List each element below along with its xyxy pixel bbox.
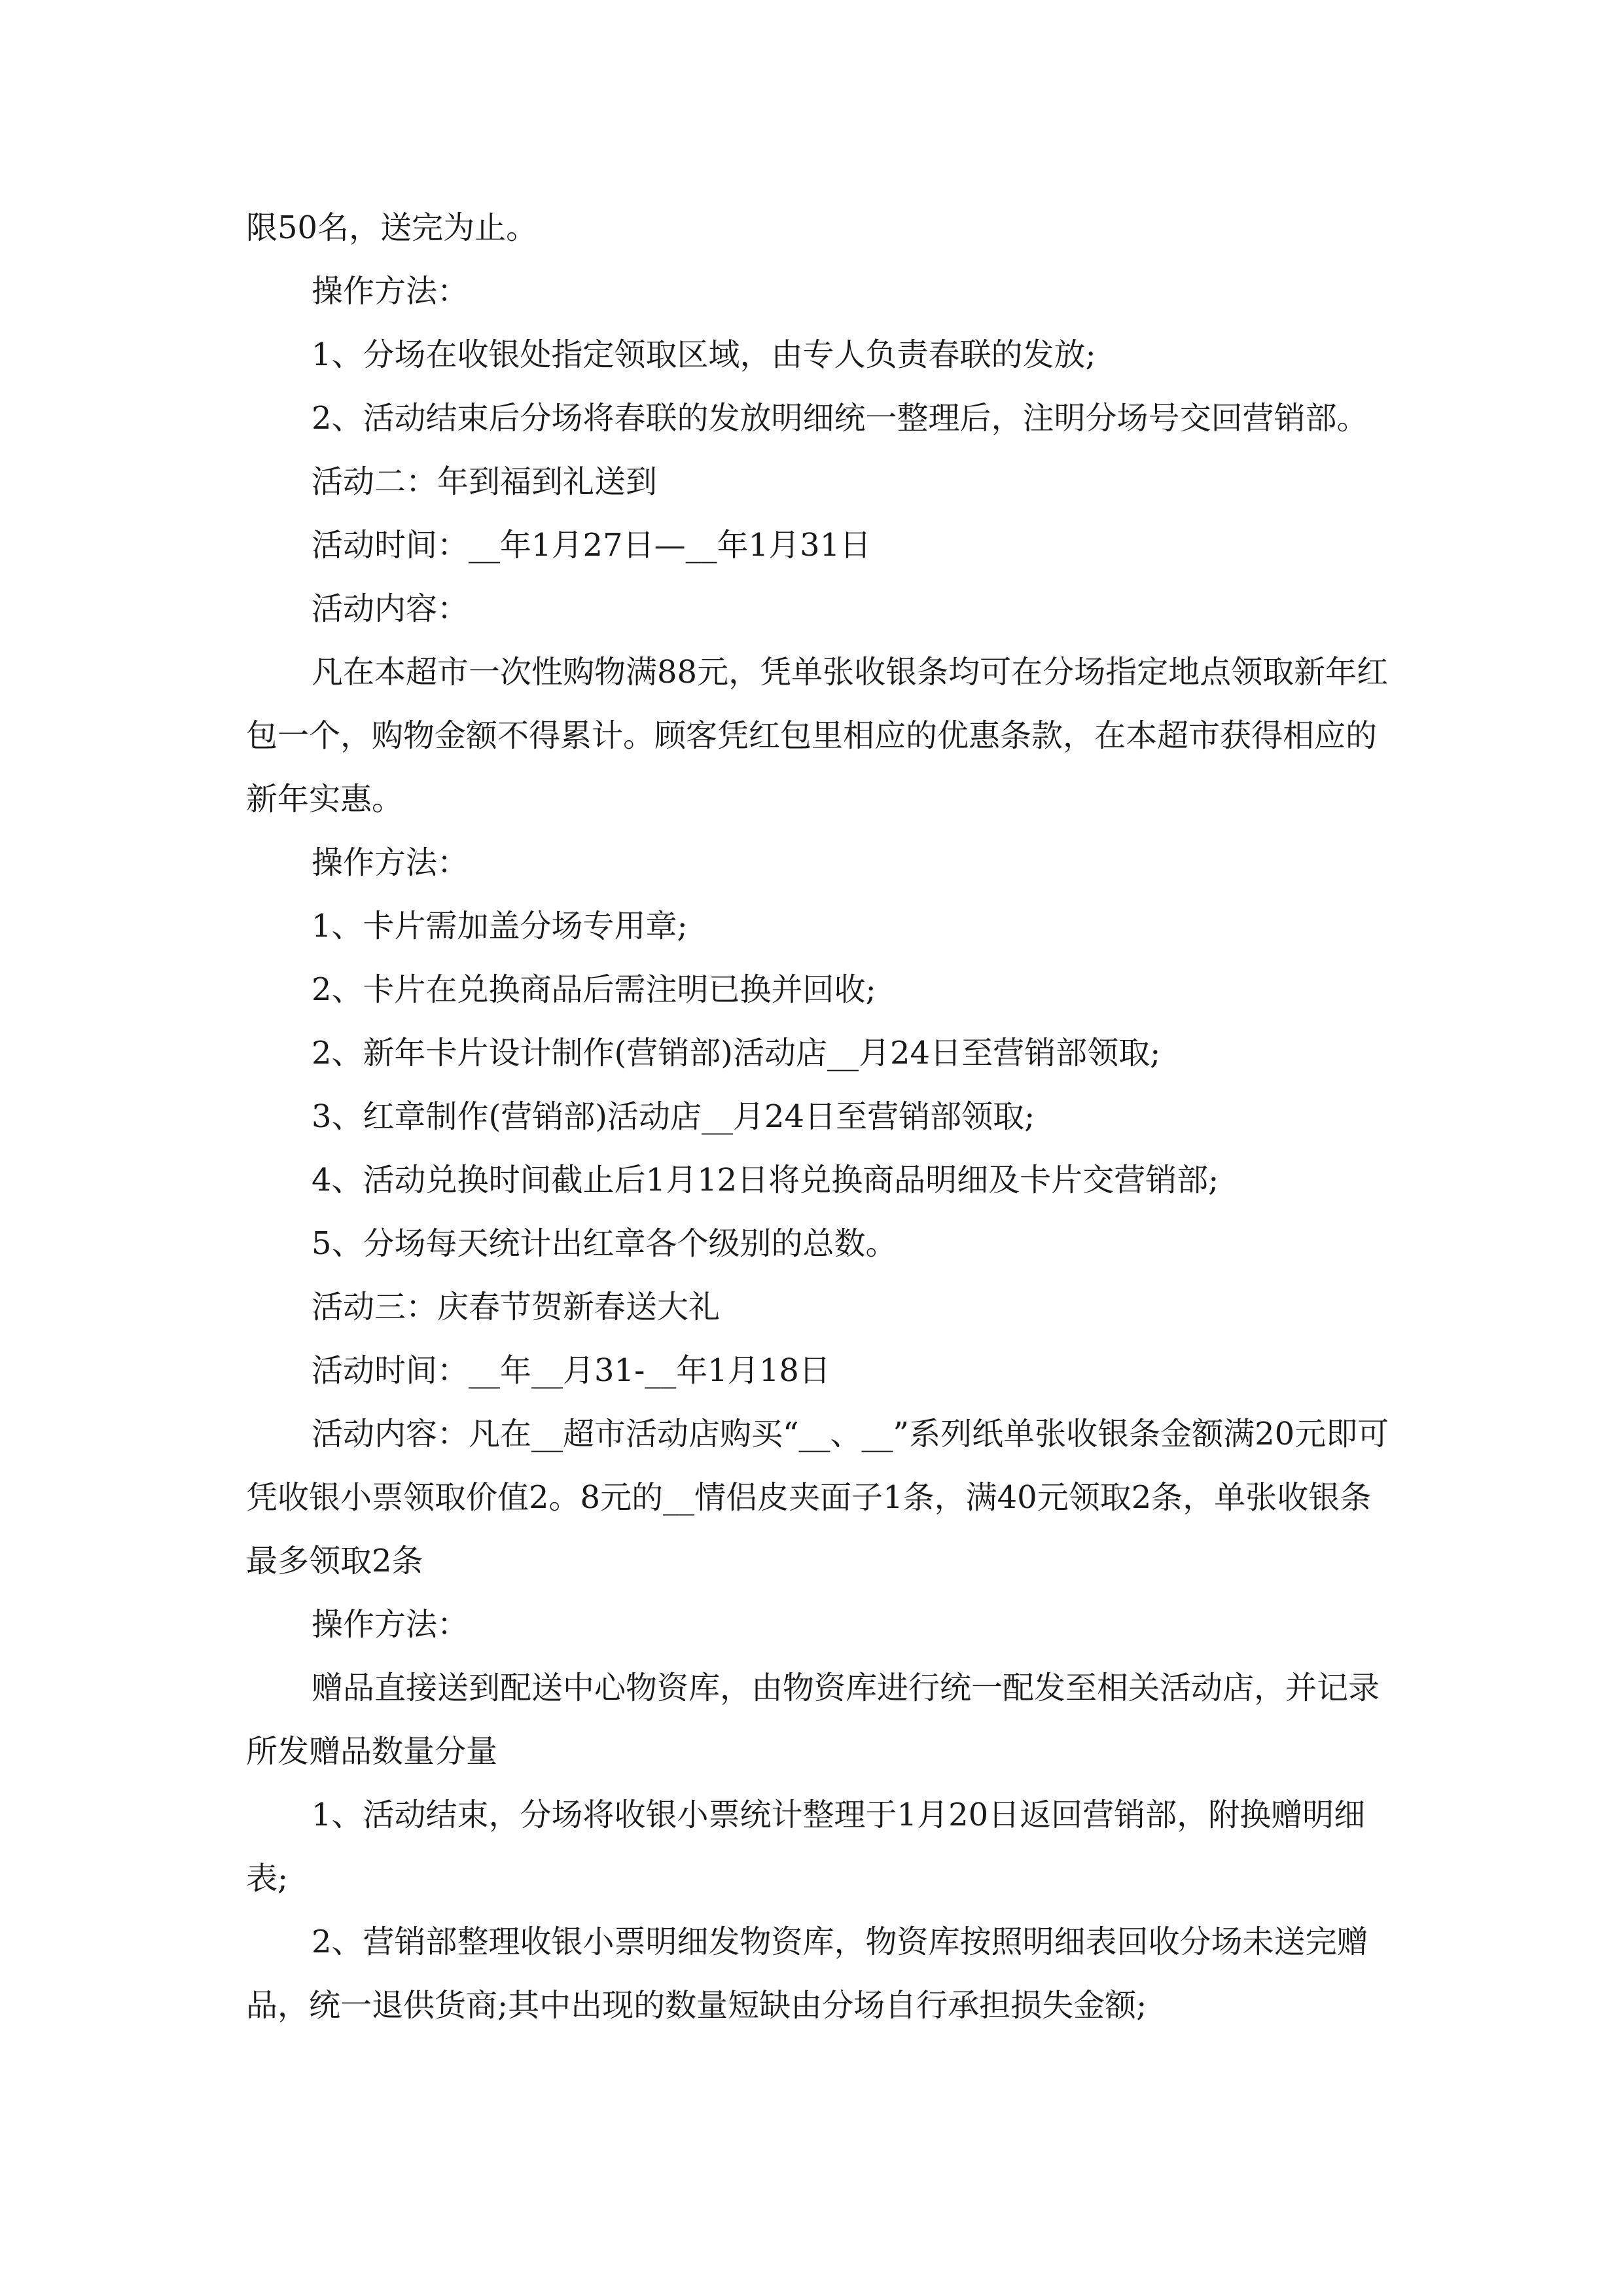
- section-heading: 活动二：年到福到礼送到: [312, 463, 658, 500]
- paragraph: 赠品直接送到配送中心物资库，由物资库进行统一配发至相关活动店，并记录所发赠品数量分量: [246, 1670, 1380, 1770]
- paragraph: 限50名，送完为止。: [246, 209, 538, 246]
- paragraph: 操作方法：: [312, 273, 469, 310]
- paragraph: 操作方法：: [312, 844, 469, 881]
- paragraph: 3、红章制作(营销部)活动店__月24日至营销部领取;: [312, 1098, 1035, 1135]
- paragraph: 活动时间：__年1月27日—__年1月31日: [312, 527, 872, 564]
- paragraph: 1、卡片需加盖分场专用章;: [312, 908, 688, 944]
- paragraph: 1、活动结束，分场将收银小票统计整理于1月20日返回营销部，附换赠明细表;: [246, 1797, 1366, 1897]
- paragraph: 凡在本超市一次性购物满88元，凭单张收银条均可在分场指定地点领取新年红包一个，购物金额不得累计。顾客凭红包里相应的优惠条款，在本超市获得相应的新年实惠。: [246, 654, 1389, 817]
- paragraph: 活动时间：__年__月31-__年1月18日: [312, 1352, 830, 1389]
- document-body: [246, 196, 1398, 2037]
- paragraph: 活动内容：: [312, 590, 469, 627]
- paragraph: 4、活动兑换时间截止后1月12日将兑换商品明细及卡片交营销部;: [312, 1162, 1219, 1198]
- paragraph: 2、卡片在兑换商品后需注明已换并回收;: [312, 971, 876, 1008]
- paragraph: 1、分场在收银处指定领取区域，由专人负责春联的发放;: [312, 336, 1096, 373]
- paragraph: 活动内容：凡在__超市活动店购买“__、__”系列纸单张收银条金额满20元即可凭收银小票领取价值2。8元的__情侣皮夹面子1条，满40元领取2条，单张收银条最多领取2条: [246, 1416, 1389, 1579]
- section-heading: 活动三：庆春节贺新春送大礼: [312, 1289, 721, 1325]
- paragraph: 操作方法：: [312, 1606, 469, 1643]
- paragraph: 5、分场每天统计出红章各个级别的总数。: [312, 1225, 897, 1262]
- paragraph: 2、活动结束后分场将春联的发放明细统一整理后，注明分场号交回营销部。: [312, 400, 1368, 437]
- paragraph: 2、营销部整理收银小票明细发物资库，物资库按照明细表回收分场未送完赠品，统一退供货商;其中出现的数量短缺由分场自行承担损失金额;: [246, 1924, 1368, 2024]
- paragraph: 2、新年卡片设计制作(营销部)活动店__月24日至营销部领取;: [312, 1035, 1161, 1071]
